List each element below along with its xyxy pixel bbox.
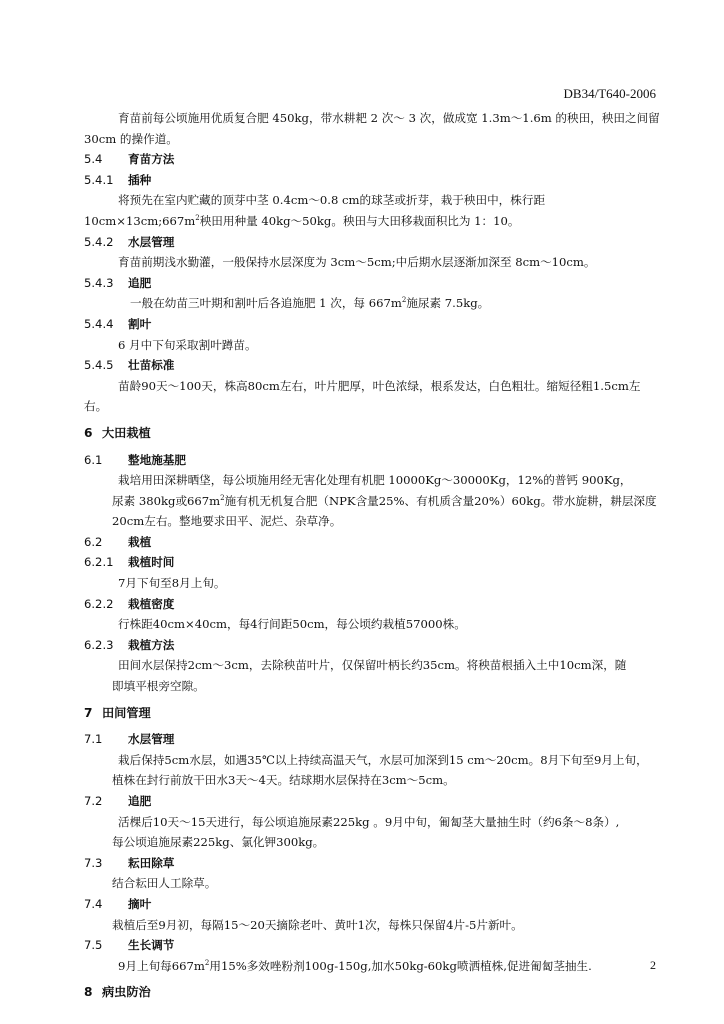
subsection-heading [84,450,662,471]
paragraph: 育苗前每公顷施用优质复合肥 450kg，带水耕耙 2 次～ 3 次，做成宽 1.3m～1.6m 的秧田，秧田之间留 30cm 的操作道。 [84,111,660,146]
heading-title: 栽植时间 [128,555,175,570]
subsection-heading [84,594,662,615]
paragraph: 栽后保持5cm水层，如遇35℃以上持续高温天气，水层可加深到15 cm～20cm。8月下旬至9月上旬， [118,752,648,767]
heading-title: 栽植密度 [128,596,175,611]
heading-number: 7.5 [84,938,103,953]
subsection-heading [84,894,662,915]
heading-title: 追肥 [128,275,152,290]
subsection-heading [84,552,662,573]
heading-title: 摘叶 [128,896,152,911]
heading-number: 6.2.2 [84,596,114,611]
paragraph: 育苗前期浅水勤灌，一般保持水层深度为 3cm～5cm;中后期水层逐渐加深至 8cm～10cm。 [118,255,596,270]
heading-title: 栽植方法 [128,637,175,652]
paragraph: 每公顷追施尿素225kg、氯化钾300kg。 [112,835,325,850]
heading-number: 7.2 [84,794,103,808]
standard-code: DB34/T640-2006 [563,86,656,101]
heading-title: 病虫防治 [102,985,151,1000]
heading-number: 6.1 [84,452,103,467]
heading-number: 5.4.5 [84,358,114,373]
paragraph: 将预先在室内贮藏的顶芽中茎 0.4cm～0.8 cm的球茎或折芽，栽于秧田中，株行距 $10cm\times 13cm;667m^2$秧田用种量 40kg～50kg。秧田与大田移栽面积比为 1：10。 [84,193,546,228]
paragraph: 栽培用田深耕晒垡，每公顷施用经无害化处理有机肥 10000Kg～30000Kg，12%的普钙 900Kg， [118,473,632,488]
subsection-heading [84,791,662,812]
paragraph: 植株在封行前放干田水3天～4天。结球期水层保持在3cm～5cm。 [112,773,455,788]
heading-number: 7 [84,705,93,720]
heading-title: 大田栽植 [102,425,151,440]
paragraph: 栽植后至9月初，每隔15～20天摘除老叶、黄叶1次，每株只保留4片-5片新叶。 [112,917,523,932]
paragraph: 9月上旬每$667m^2$用15%多效唑粉剂100g-150g,加水50kg-60kg喷洒植株,促进匍匐茎抽生. [118,958,592,973]
section-heading [84,423,662,444]
subsection-heading [84,355,662,376]
subsection-heading [84,149,662,170]
subsection-heading [84,935,662,956]
heading-title: 育苗方法 [128,152,175,167]
page-number: 2 [650,958,656,972]
heading-number: 7.1 [84,732,103,747]
paragraph: 行株距40cm×40cm，每4行间距50cm，每公顷约栽植57000株。 [118,617,466,632]
section-heading [84,982,662,1003]
heading-title: 田间管理 [102,705,151,720]
heading-number: 7.4 [84,896,103,911]
section-heading [84,703,662,724]
heading-title: 栽植 [128,534,152,549]
heading-title: 生长调节 [128,938,175,953]
heading-number: 5.4.2 [84,234,114,249]
subsection-heading [84,635,662,656]
heading-number: 8 [84,985,93,1000]
heading-number: 5.4.4 [84,316,114,331]
heading-title: 整地施基肥 [128,452,186,467]
subsection-heading [84,232,662,253]
paragraph: 苗龄90天～100天，株高80cm左右，叶片肥厚，叶色浓绿，根系发达，白色粗壮。缩短径粗1.5cm左右。 [84,378,641,414]
heading-title: 追肥 [128,794,152,808]
heading-title: 插种 [128,172,152,187]
paragraph: 结合耘田人工除草。 [112,876,217,891]
heading-number: 5.4.1 [84,172,114,187]
heading-title: 耘田除草 [128,855,175,870]
heading-number: 5.4.3 [84,275,114,290]
document-body [84,108,662,1009]
heading-number: 6 [84,425,93,440]
heading-title: 割叶 [128,316,152,331]
paragraph: 即填平根旁空隙。 [112,679,205,694]
heading-title: 壮苗标准 [128,358,175,373]
subsection-heading [84,532,662,553]
subsection-heading [84,273,662,294]
paragraph: 田间水层保持2cm～3cm，去除秧苗叶片，仅保留叶柄长约35cm。将秧苗根插入土中10cm深，随 [118,658,627,673]
paragraph: 6 月中下旬采取割叶蹲苗。 [118,337,257,352]
paragraph: 尿素 380kg或$667m^2$施有机无机复合肥（NPK含量25%、有机质含量20%）60kg。带水旋耕，耕层深度20cm左右。整地要求田平、泥烂、杂草净。 [112,493,657,529]
heading-title: 水层管理 [128,732,175,747]
heading-number: 6.2.1 [84,555,114,570]
heading-title: 水层管理 [128,234,175,249]
subsection-heading [84,314,662,335]
heading-number: 6.2 [84,534,103,549]
paragraph: 活棵后10天～15天进行，每公顷追施尿素225kg 。9月中旬，匍匐茎大量抽生时（约6条～8条）, [118,814,620,829]
heading-number: 7.3 [84,855,103,870]
heading-number: 5.4 [84,152,103,167]
subsection-heading [84,170,662,191]
paragraph: 7月下旬至8月上旬。 [118,576,226,591]
subsection-heading [84,729,662,750]
paragraph: 一般在幼苗三叶期和割叶后各追施肥 1 次，每 $667m^2$施尿素 7.5kg。 [130,296,490,311]
subsection-heading [84,853,662,874]
heading-number: 6.2.3 [84,637,114,652]
